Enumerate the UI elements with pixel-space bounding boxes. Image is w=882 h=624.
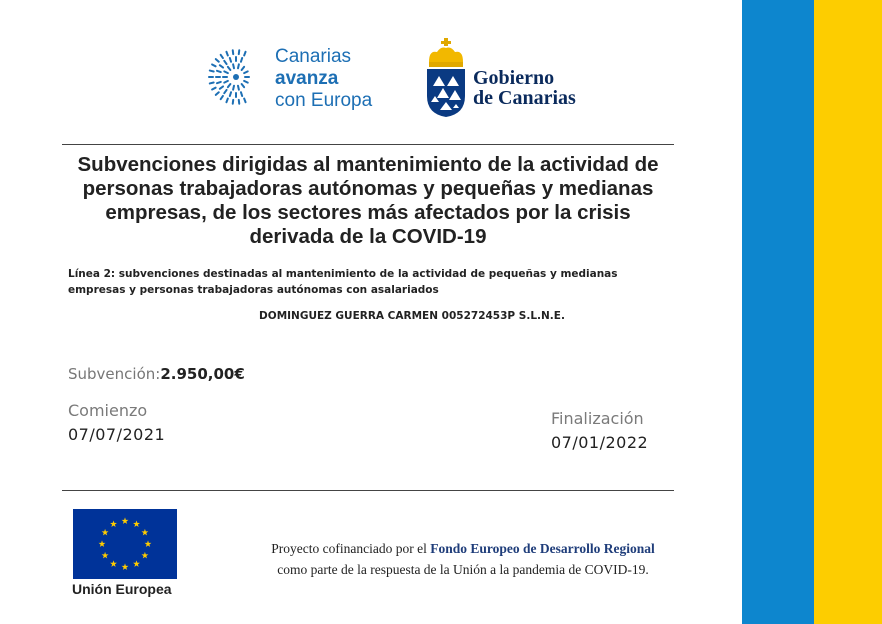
gobierno-canarias-crest-icon (425, 38, 467, 118)
comienzo-value: 07/07/2021 (68, 425, 166, 444)
logo-ray (221, 55, 223, 58)
logo-ray (244, 81, 248, 83)
eu-flag-icon (73, 509, 177, 579)
divider-bottom (62, 490, 674, 491)
eu-label: Unión Europea (72, 581, 172, 597)
logo-ray (217, 71, 221, 72)
logo-ray (228, 84, 230, 87)
logo-ray (226, 99, 227, 103)
logo-ray (224, 61, 226, 64)
logo-ray (233, 64, 234, 68)
logo-ray (220, 86, 223, 88)
canarias-avanza-logo-icon (205, 46, 267, 108)
logo-ray (221, 96, 223, 99)
divider-top (62, 144, 674, 145)
subvencion-amount (68, 365, 245, 383)
logo-ray (242, 84, 244, 87)
page-title: Subvenciones dirigidas al mantenimiento de la actividad de personas trabajadoras autónomas y pequeñas y medianas empresas, de los sectores más afectados por la crisis derivada de la COVID-19 (77, 153, 659, 248)
logo-ray (210, 71, 214, 72)
ca-line3: con Europa (275, 90, 373, 111)
logo-ray (230, 58, 231, 62)
finalizacion-block (551, 407, 648, 455)
logo-ray (241, 58, 242, 62)
cofin-line2: como parte de la respuesta de la Unión a la pandemia de COVID-19. (277, 562, 649, 577)
logo-ray (216, 92, 219, 95)
logo-ray (228, 67, 230, 70)
logo-ray (238, 86, 239, 90)
finalizacion-value: 07/01/2022 (551, 433, 649, 452)
ca-line1: Canarias (275, 46, 352, 67)
logo-ray (244, 99, 245, 103)
logo-ray (212, 64, 216, 66)
logo-ray (244, 71, 248, 73)
logo-ray (244, 52, 245, 56)
beneficiary-text: DOMINGUEZ GUERRA CARMEN 005272453P S.L.N.E. (259, 310, 565, 322)
gc-line2: de Canarias (473, 87, 576, 109)
cofin-prefix: Proyecto cofinanciado por el (271, 541, 427, 556)
logo-ray (217, 82, 221, 83)
cofinancing-text (240, 538, 686, 580)
logo-ray (230, 92, 231, 96)
cofin-line1 (240, 538, 686, 559)
line2-description: Línea 2: subvenciones destinadas al mantenimiento de la actividad de pequeñas y medianas empresas y personas trabajadoras autónomas con asalariados (68, 268, 618, 296)
logo-ray (224, 90, 226, 93)
logo-ray (210, 83, 214, 84)
yellow-stripe (814, 0, 882, 624)
logo-ray (220, 65, 223, 67)
gc-line1: Gobierno (473, 67, 555, 89)
subvencion-label: Subvención: (68, 365, 161, 383)
finalizacion-label: Finalización (551, 409, 644, 428)
comienzo-label: Comienzo (68, 401, 148, 420)
logo-ray (241, 92, 242, 96)
logo-ray (238, 64, 239, 68)
logo-ray (233, 86, 234, 90)
gobierno-canarias-text (473, 68, 576, 108)
logo-ray (224, 71, 228, 73)
logo-ray (212, 88, 216, 90)
logo-ray (226, 52, 227, 56)
ca-line2: avanza (275, 68, 339, 89)
comienzo-block (68, 399, 165, 447)
subvencion-value: 2.950,00€ (160, 365, 245, 383)
logo-ray (224, 81, 228, 83)
cofin-fund: Fondo Europeo de Desarrollo Regional (430, 541, 655, 556)
beneficiary-name (62, 310, 762, 322)
logo-ray (242, 67, 244, 70)
logo-ray (216, 59, 219, 62)
canarias-avanza-text (275, 46, 372, 112)
